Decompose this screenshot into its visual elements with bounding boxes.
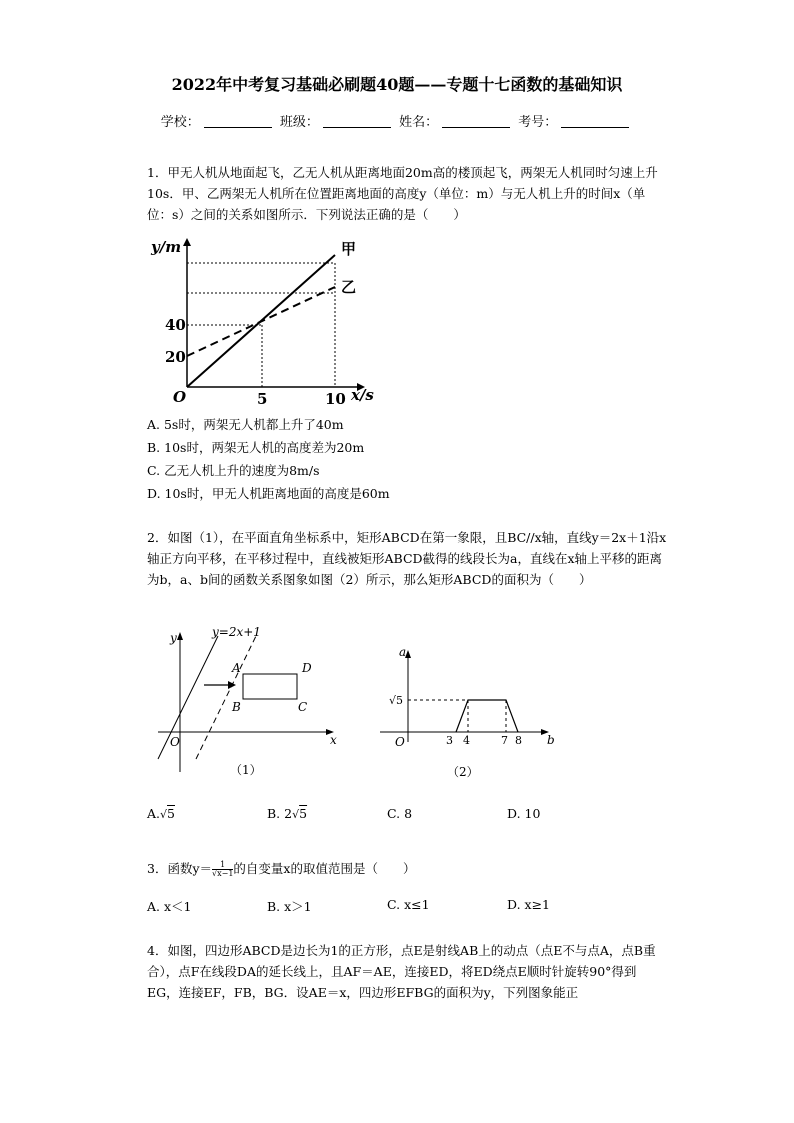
q2f2-tick-4: 4: [463, 734, 470, 747]
q2-option-a-prefix: A.: [147, 806, 161, 821]
school-blank[interactable]: [204, 115, 272, 128]
q1-x-label: x/s: [351, 386, 374, 404]
question-1-text: 1．甲无人机从地面起飞，乙无人机从距离地面20m高的楼顶起飞，两架无人机同时匀速上升10s．甲、乙两架无人机所在位置距离地面的高度y（单位：m）与无人机上升的时间x（单位：s）之间的关系如图所示．下列说法正确的是（ ）: [147, 165, 658, 222]
q1-tick-5: 5: [257, 390, 268, 408]
q2f2-tick-7: 7: [501, 734, 508, 747]
q1-option-b[interactable]: B. 10s时，两架无人机的高度差为20m: [147, 440, 365, 455]
q1-option-a[interactable]: A. 5s时，两架无人机都上升了40m: [147, 417, 344, 432]
q2f1-y-arrow-icon: [177, 632, 183, 640]
q3-fraction-numerator: 1: [212, 861, 233, 870]
q2-option-a-radicand: 5: [167, 806, 175, 821]
exam-no-blank[interactable]: [561, 115, 629, 128]
class-blank[interactable]: [323, 115, 391, 128]
question-2-text: 2．如图（1），在平面直角坐标系中，矩形ABCD在第一象限，且BC//x轴，直线y＝2x＋1沿x轴正方向平移，在平移过程中，直线被矩形ABCD截得的线段长为a，直线在x轴上平移的距离为b，a、b间的函数关系图象如图（2）所示，那么矩形ABCD的面积为（ ）: [147, 530, 667, 587]
student-info-line: [0, 111, 794, 130]
q2-figure-2: [375, 640, 565, 785]
q2-figure-1: [150, 622, 350, 782]
q2f1-x-label: x: [330, 733, 337, 747]
q2-option-b-prefix: B. 2: [267, 806, 293, 821]
exam-no-label: 考号：: [518, 115, 558, 130]
q2f1-point-b: B: [232, 700, 241, 714]
question-3-text: [147, 858, 667, 879]
q1-line-yi: [187, 287, 335, 356]
q2-option-b-radicand: 5: [299, 806, 308, 821]
school-label: 学校：: [160, 115, 200, 130]
q1-tick-10: 10: [325, 390, 346, 408]
q2f1-line-label: y=2x+1: [212, 625, 261, 639]
q3-option-c[interactable]: C. x≤1: [387, 897, 430, 912]
q1-origin: O: [173, 388, 187, 406]
name-label: 姓名：: [399, 115, 439, 130]
q1-tick-20: 20: [165, 348, 186, 366]
q3-fraction: [212, 861, 233, 878]
q2f2-y-label: a: [399, 645, 407, 659]
q1-option-d[interactable]: D. 10s时，甲无人机距离地面的高度是60m: [147, 486, 390, 501]
q3-prefix: 3．函数y＝: [147, 861, 213, 876]
q2f1-right-arrow-icon: [228, 681, 236, 689]
q1-graph: [145, 232, 375, 412]
q2f2-tick-3: 3: [446, 734, 453, 747]
q2f1-point-c: C: [298, 700, 308, 714]
q2-option-a[interactable]: [147, 806, 175, 821]
q2-option-b[interactable]: [267, 806, 307, 821]
q1-option-c[interactable]: C. 乙无人机上升的速度为8m/s: [147, 463, 320, 478]
q3-suffix: 的自变量x的取值范围是（ ）: [233, 861, 416, 876]
q1-y-arrow-icon: [183, 238, 191, 246]
class-label: 班级：: [279, 115, 319, 130]
q1-label-jia: 甲: [341, 240, 357, 258]
q2f1-origin: O: [170, 735, 180, 749]
sqrt-icon: √: [292, 808, 300, 821]
q2f2-origin: O: [395, 735, 405, 749]
q3-option-b[interactable]: B. x＞1: [267, 899, 312, 914]
q2f1-point-d: D: [302, 661, 312, 675]
q2f1-caption: （1）: [230, 763, 262, 777]
q2f1-point-a: A: [232, 661, 241, 675]
q2f2-y-tick: √5: [389, 694, 404, 707]
sqrt-icon: √: [160, 808, 168, 821]
q1-label-yi: 乙: [341, 278, 357, 296]
q2f2-x-label: b: [547, 733, 555, 747]
q2-option-c[interactable]: C. 8: [387, 806, 413, 821]
page-title: 2022年中考复习基础必刷题40题——专题十七函数的基础知识: [171, 75, 623, 94]
q2f2-caption: （2）: [447, 765, 479, 779]
q2f1-line: [158, 636, 218, 759]
q2f1-y-label: y: [170, 631, 177, 645]
q2f1-shifted-line: [196, 636, 256, 759]
q2f2-trapezoid-graph: [456, 700, 518, 732]
q1-y-label: y/m: [151, 238, 182, 256]
q2f1-rectangle: [243, 674, 297, 699]
q2f2-tick-8: 8: [515, 734, 522, 747]
q2-option-d[interactable]: D. 10: [507, 806, 541, 821]
name-blank[interactable]: [442, 115, 510, 128]
q3-fraction-denominator: √x−1: [212, 869, 234, 878]
question-4-text: 4．如图，四边形ABCD是边长为1的正方形，点E是射线AB上的动点（点E不与点A，点B重合），点F在线段DA的延长线上，且AF＝AE，连接ED，将ED绕点E顺时针旋转90°得到EG，连接EF，FB，BG．设AE＝x，四边形EFBG的面积为y，下列图象能正: [147, 943, 656, 1000]
q3-option-d[interactable]: D. x≥1: [507, 897, 550, 912]
q1-tick-40: 40: [165, 316, 186, 334]
q3-option-a[interactable]: A. x＜1: [147, 899, 192, 914]
